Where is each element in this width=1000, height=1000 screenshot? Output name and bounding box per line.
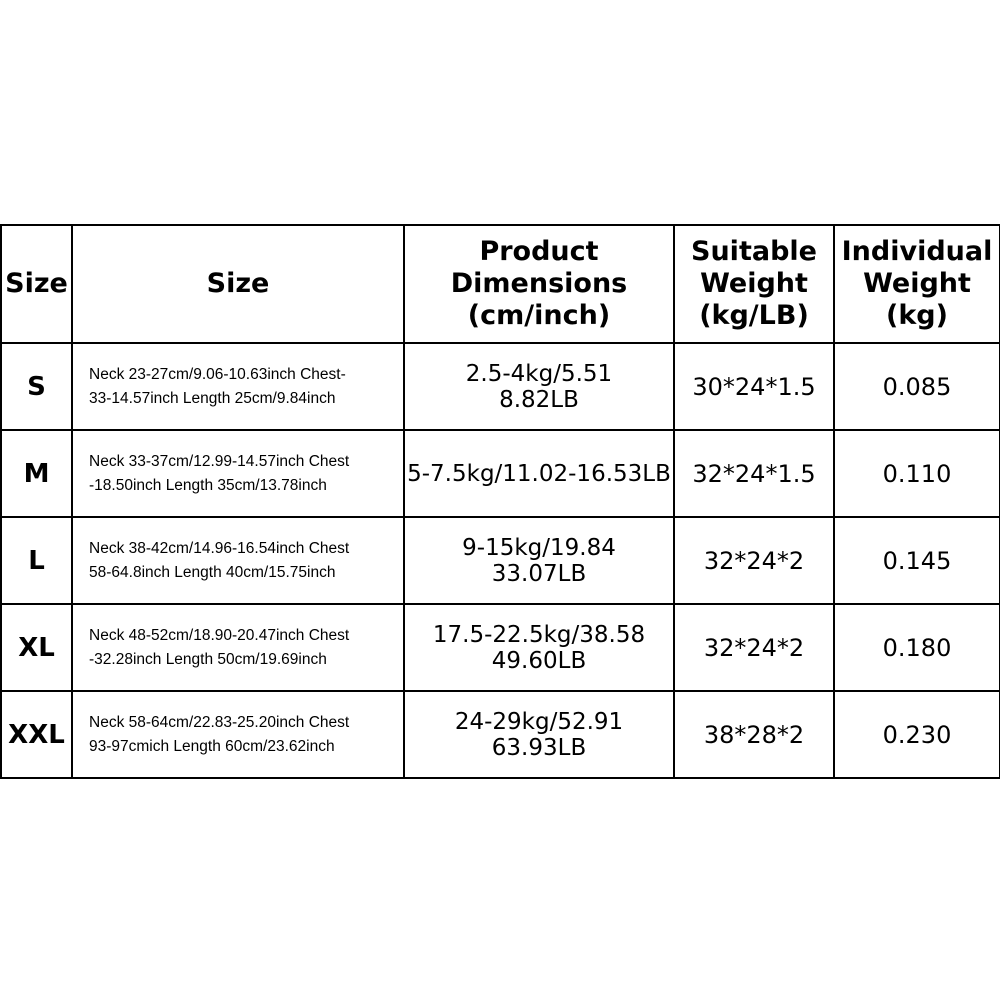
individual-weight-cell: 0.145 [834,517,1000,604]
individual-weight-cell: 0.110 [834,430,1000,517]
product-dimensions-line: 24-29kg/52.91 [454,708,624,735]
size-cell: L [1,517,72,604]
size-cell: XXL [1,691,72,778]
product-dimensions-line: 5-7.5kg/11.02-16.53LB [407,460,671,487]
suitable-weight-cell: 32*24*2 [674,517,834,604]
individual-weight-cell: 0.230 [834,691,1000,778]
size-description-cell [72,343,404,430]
header-suitable-weight-line: Weight [700,268,808,299]
size-description-line: 58-64.8inch Length 40cm/15.75inch [89,563,336,581]
header-individual-weight [834,225,1000,343]
table-row-xl [1,604,1000,691]
size-description-line: 33-14.57inch Length 25cm/9.84inch [89,389,336,407]
header-row [1,225,1000,343]
header-suitable-weight-line: Suitable [691,236,817,267]
product-dimensions-cell [404,691,674,778]
product-dimensions-line: 9-15kg/19.84 [462,534,616,561]
table-row-m [1,430,1000,517]
header-suitable-weight [674,225,834,343]
size-cell: M [1,430,72,517]
individual-weight-cell: 0.180 [834,604,1000,691]
size-description-cell [72,691,404,778]
header-product-dimensions-line: (cm/inch) [467,300,611,331]
header-suitable-weight-line: (kg/LB) [699,300,809,331]
header-individual-weight-line: Weight [863,268,971,299]
size-description-line: -32.28inch Length 50cm/19.69inch [89,650,327,668]
table-row-s [1,343,1000,430]
product-dimensions-cell [404,343,674,430]
product-dimensions-line: 17.5-22.5kg/38.58 [432,621,646,648]
header-individual-weight-line: Individual [841,236,993,267]
size-description-line: Neck 38-42cm/14.96-16.54inch Chest [89,539,350,557]
size-description-line: Neck 33-37cm/12.99-14.57inch Chest [89,452,350,470]
size-chart-table [0,224,1000,779]
size-description-cell [72,517,404,604]
product-dimensions-cell [404,430,674,517]
size-description-line: 93-97cmich Length 60cm/23.62inch [89,737,335,755]
header-size-description: Size [72,225,404,343]
product-dimensions-line: 49.60LB [491,647,587,674]
header-product-dimensions-line: Dimensions [450,268,628,299]
header-product-dimensions [404,225,674,343]
individual-weight-cell: 0.085 [834,343,1000,430]
table-row-xxl [1,691,1000,778]
header-product-dimensions-line: Product [479,236,599,267]
size-description-line: -18.50inch Length 35cm/13.78inch [89,476,327,494]
product-dimensions-line: 63.93LB [491,734,587,761]
header-size: Size [1,225,72,343]
size-description-cell [72,604,404,691]
size-description-line: Neck 58-64cm/22.83-25.20inch Chest [89,713,350,731]
size-cell: XL [1,604,72,691]
suitable-weight-cell: 32*24*2 [674,604,834,691]
size-description-line: Neck 48-52cm/18.90-20.47inch Chest [89,626,350,644]
product-dimensions-line: 2.5-4kg/5.51 [465,360,613,387]
product-dimensions-line: 33.07LB [491,560,587,587]
header-individual-weight-line: (kg) [886,300,948,331]
size-cell: S [1,343,72,430]
table-row-l [1,517,1000,604]
product-dimensions-line: 8.82LB [499,386,579,413]
product-dimensions-cell [404,517,674,604]
suitable-weight-cell: 30*24*1.5 [674,343,834,430]
suitable-weight-cell: 38*28*2 [674,691,834,778]
size-description-cell [72,430,404,517]
product-dimensions-cell [404,604,674,691]
suitable-weight-cell: 32*24*1.5 [674,430,834,517]
size-description-line: Neck 23-27cm/9.06-10.63inch Chest- [89,365,346,383]
